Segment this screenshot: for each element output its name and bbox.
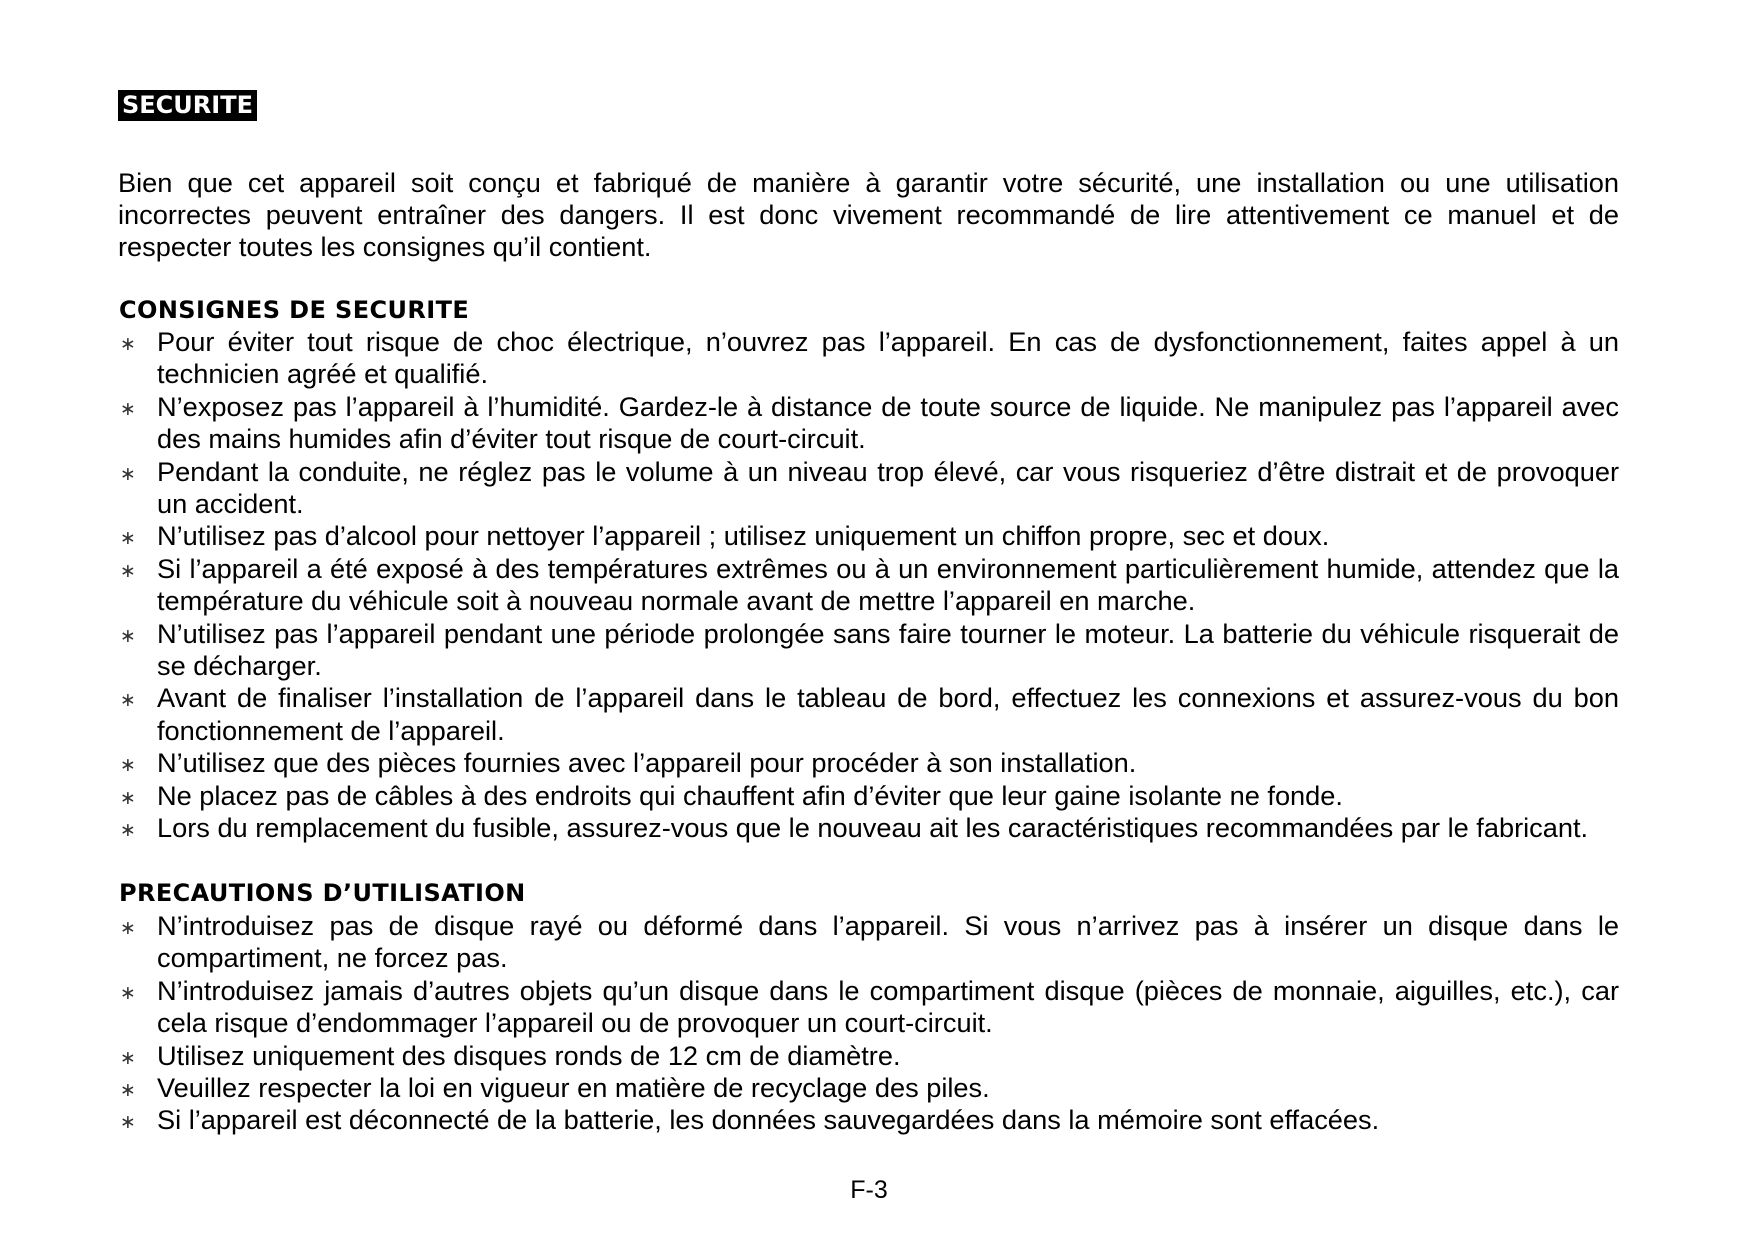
list-item-text: [157, 391, 1619, 456]
bullet-marker: ∗: [120, 624, 136, 647]
text-line: Si l’appareil est déconnecté de la batterie, les données sauvegardées dans la mémoire sont effacées.: [157, 1104, 1380, 1136]
text-line: N’introduisez jamais d’autres objets qu’un disque dans le compartiment disque (pièces de monnaie, aiguilles, etc.), car: [157, 974, 1619, 1006]
list-item-text: [157, 1104, 1619, 1136]
text-line: Pendant la conduite, ne réglez pas le volume à un niveau trop élevé, car vous risqueriez d’être distrait et de provoquer: [157, 455, 1619, 487]
list-item-text: [157, 682, 1619, 747]
safety-instructions-list: [118, 326, 1619, 845]
text-line: Utilisez uniquement des disques ronds de 12 cm de diamètre.: [157, 1039, 901, 1071]
list-item: [118, 910, 1619, 975]
list-item: [118, 747, 1619, 779]
list-item: [118, 391, 1619, 456]
bullet-marker: ∗: [120, 981, 136, 1004]
list-item: [118, 618, 1619, 683]
bullet-marker: ∗: [120, 462, 136, 485]
list-item: [118, 1072, 1619, 1104]
text-line: Lors du remplacement du fusible, assurez-vous que le nouveau ait les caractéristiques recommandées par le fabricant.: [157, 812, 1589, 844]
list-item: [118, 1104, 1619, 1136]
text-line: N’utilisez pas d’alcool pour nettoyer l’appareil ; utilisez uniquement un chiffon propre, sec et doux.: [157, 520, 1330, 552]
list-item-text: [157, 910, 1619, 975]
bullet-marker: ∗: [120, 333, 136, 355]
text-line: N’introduisez pas de disque rayé ou déformé dans l’appareil. Si vous n’arrivez pas à insérer un disque dans le: [157, 910, 1619, 941]
bullet-marker: ∗: [120, 689, 136, 712]
text-line: température du véhicule soit à nouveau normale avant de mettre l’appareil en marche.: [157, 585, 1196, 617]
list-item-text: [157, 747, 1619, 779]
text-line: technicien agréé et qualifié.: [157, 358, 489, 390]
bullet-marker: ∗: [120, 819, 136, 842]
safety-instructions-heading: CONSIGNES DE SECURITE: [119, 296, 470, 324]
list-item-text: [157, 553, 1619, 618]
list-item: [118, 682, 1619, 747]
list-item: [118, 456, 1619, 521]
list-item-text: [157, 326, 1619, 391]
list-item: [118, 780, 1619, 812]
bullet-marker: ∗: [120, 397, 136, 420]
bullet-marker: ∗: [120, 1079, 136, 1102]
usage-precautions-heading: PRECAUTIONS D’UTILISATION: [119, 879, 526, 907]
text-line: Bien que cet appareil soit conçu et fabriqué de manière à garantir votre sécurité, une installation ou une utilisation: [118, 167, 1619, 198]
bullet-marker: ∗: [120, 527, 136, 550]
text-line: N’utilisez que des pièces fournies avec l’appareil pour procéder à son installation.: [157, 747, 1137, 779]
list-item-text: [157, 520, 1619, 552]
bullet-marker: ∗: [120, 917, 136, 939]
list-item: [118, 975, 1619, 1040]
list-item-text: [157, 812, 1619, 844]
text-line: se décharger.: [157, 650, 322, 682]
text-line: N’utilisez pas l’appareil pendant une période prolongée sans faire tourner le moteur. La batterie du véhicule risquerait de: [157, 617, 1619, 649]
text-line: Avant de finaliser l’installation de l’appareil dans le tableau de bord, effectuez les connexions et assurez-vous du bon: [157, 682, 1619, 714]
intro-paragraph: [118, 167, 1619, 263]
bullet-marker: ∗: [120, 559, 136, 582]
text-line: compartiment, ne forcez pas.: [157, 942, 508, 974]
text-line: incorrectes peuvent entraîner des dangers. Il est donc vivement recommandé de lire attentivement ce manuel et de: [118, 199, 1619, 230]
page-number: F-3: [850, 1176, 888, 1204]
bullet-marker: ∗: [120, 786, 136, 809]
list-item: [118, 1040, 1619, 1072]
text-line: Pour éviter tout risque de choc électrique, n’ouvrez pas l’appareil. En cas de dysfonctionnement, faites appel à un: [157, 326, 1619, 357]
text-line: cela risque d’endommager l’appareil ou de provoquer un court-circuit.: [157, 1007, 993, 1039]
text-line: fonctionnement de l’appareil.: [157, 714, 505, 746]
list-item-text: [157, 780, 1619, 812]
list-item-text: [157, 975, 1619, 1040]
list-item: [118, 326, 1619, 391]
list-item: [118, 553, 1619, 618]
text-line: Veuillez respecter la loi en vigueur en matière de recyclage des piles.: [157, 1072, 990, 1104]
list-item: [118, 812, 1619, 844]
bullet-marker: ∗: [120, 1046, 136, 1069]
bullet-marker: ∗: [120, 754, 136, 777]
bullet-marker: ∗: [120, 1111, 136, 1134]
list-item-text: [157, 1040, 1619, 1072]
usage-precautions-list: [118, 910, 1619, 1137]
text-line: des mains humides afin d’éviter tout risque de court-circuit.: [157, 423, 866, 455]
list-item-text: [157, 1072, 1619, 1104]
text-line: respecter toutes les consignes qu’il contient.: [118, 231, 652, 262]
list-item: [118, 520, 1619, 552]
list-item-text: [157, 456, 1619, 521]
list-item-text: [157, 618, 1619, 683]
text-line: N’exposez pas l’appareil à l’humidité. Gardez-le à distance de toute source de liquide. Ne manipulez pas l’appareil avec: [157, 390, 1619, 422]
text-line: Si l’appareil a été exposé à des températures extrêmes ou à un environnement particulièrement humide, attendez que la: [157, 552, 1619, 584]
section-title: SECURITE: [118, 90, 257, 121]
text-line: un accident.: [157, 488, 304, 520]
text-line: Ne placez pas de câbles à des endroits qui chauffent afin d’éviter que leur gaine isolante ne fonde.: [157, 779, 1343, 811]
